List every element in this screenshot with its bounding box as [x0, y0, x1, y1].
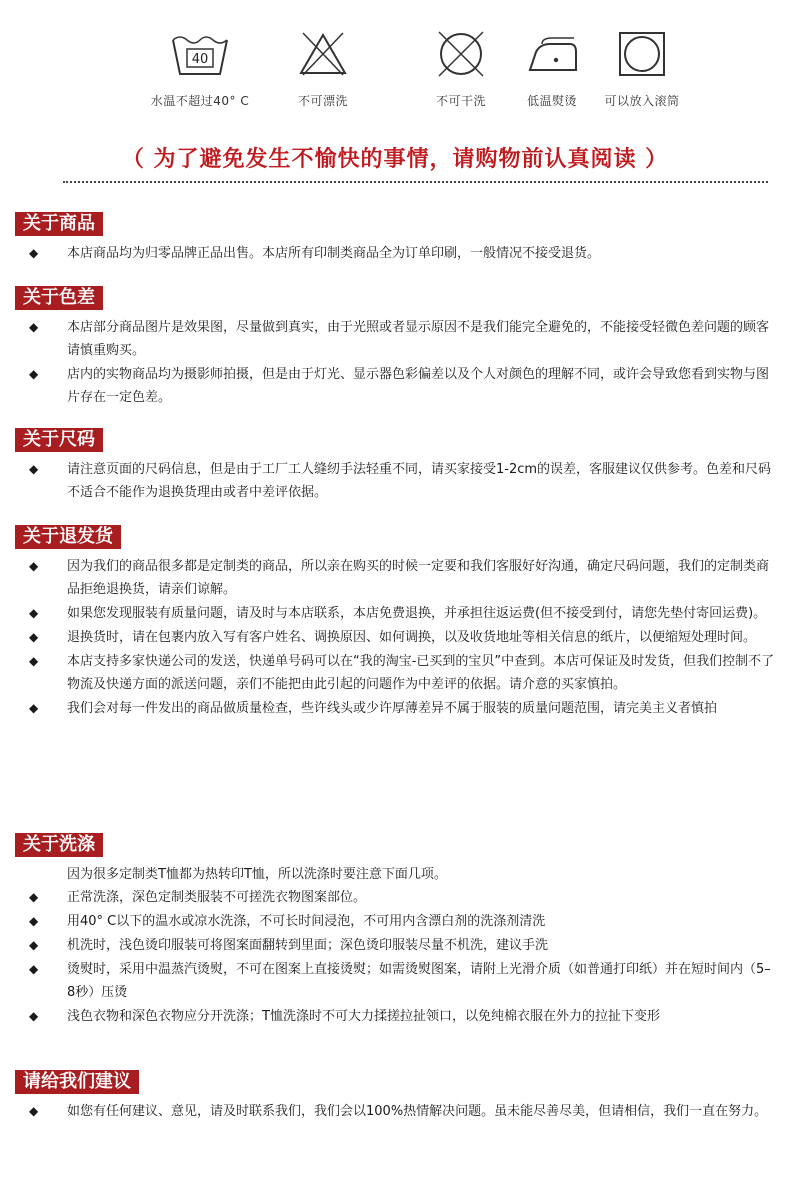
list-item: ◆ 烫熨时，采用中温蒸汽烫熨，不可在图案上直接烫熨；如需烫熨图案，请附上光滑介质（如普通打印纸）并在短时间内（5–8秒）压烫: [15, 958, 775, 1004]
bullet-diamond-icon: ◆: [29, 246, 39, 260]
list-item: ◆ 如果您发现服装有质量问题，请及时与本店联系，本店免费退换，并承担往返运费(但不接受到付，请您先垫付寄回运费)。: [15, 602, 775, 625]
care-no-bleach: [288, 30, 358, 109]
dotted-divider: [63, 181, 768, 183]
bullet-diamond-icon: ◆: [29, 630, 39, 644]
care-symbols-row: [0, 0, 790, 120]
list-item: ◆ 店内的实物商品均为摄影师拍摄，但是由于灯光、显示器色彩偏差以及个人对颜色的理解不同，或许会导致您看到实物与图片存在一定色差。: [15, 363, 775, 409]
wash-40-icon: [170, 30, 230, 78]
section-title-color: 关于色差: [15, 286, 103, 310]
section-product: [15, 212, 775, 266]
bullet-diamond-icon: ◆: [29, 606, 39, 620]
section-size: [15, 428, 775, 505]
bullet-diamond-icon: ◆: [29, 559, 39, 573]
care-label-dryclean: 不可干洗: [435, 94, 486, 108]
list-item: ◆ 本店商品均为归零品牌正品出售。本店所有印制类商品全为订单印刷，一般情况不接受退货。: [15, 242, 775, 265]
section-return: [15, 525, 775, 721]
section-title-product: 关于商品: [15, 212, 103, 236]
bullet-diamond-icon: ◆: [29, 320, 39, 334]
bullet-diamond-icon: ◆: [29, 914, 39, 928]
list-item: ◆ 请注意页面的尺码信息，但是由于工厂工人缝纫手法轻重不同，请买家接受1-2cm的误差，客服建议仅供参考。色差和尺码不适合不能作为退换货理由或者中差评依据。: [15, 458, 775, 504]
list-item: ◆ 退换货时，请在包裹内放入写有客户姓名、调换原因、如何调换，以及收货地址等相关信息的纸片，以便缩短处理时间。: [15, 626, 775, 649]
section-title-wash: 关于洗涤: [15, 833, 103, 857]
low-iron-icon: [522, 30, 582, 78]
section-title-size: 关于尺码: [15, 428, 103, 452]
care-low-iron: [512, 30, 592, 109]
bullet-diamond-icon: ◆: [29, 962, 39, 976]
no-dry-clean-icon: [433, 30, 489, 78]
list-item: ◆ 本店部分商品图片是效果图，尽量做到真实，由于光照或者显示原因不是我们能完全避免的，不能接受轻微色差问题的顾客请慎重购买。: [15, 316, 775, 362]
list-item: ◆ 浅色衣物和深色衣物应分开洗涤；T恤洗涤时不可大力揉搓拉扯领口，以免纯棉衣服在外力的拉扯下变形: [15, 1005, 775, 1028]
section-wash: [15, 833, 775, 1029]
care-wash-40: [140, 30, 260, 109]
care-label-bleach: 不可漂洗: [297, 94, 348, 108]
list-item: ◆ 因为我们的商品很多都是定制类的商品，所以亲在购买的时候一定要和我们客服好好沟通，确定尺码问题，我们的定制类商品拒绝退换货，请亲们谅解。: [15, 555, 775, 601]
list-item: ◆ 用40° C以下的温水或凉水洗涤，不可长时间浸泡，不可用内含漂白剂的洗涤剂清洗: [15, 910, 775, 933]
bullet-diamond-icon: ◆: [29, 1104, 39, 1118]
wash-temp-text: 40: [191, 52, 209, 67]
bullet-diamond-icon: ◆: [29, 367, 39, 381]
care-label-wash: 水温不超过40° C: [150, 94, 250, 108]
purchase-notice: （ 为了避免发生不愉快的事情，请购物前认真阅读 ）: [121, 147, 669, 172]
section-title-return: 关于退发货: [15, 525, 121, 549]
section-title-suggest: 请给我们建议: [15, 1070, 139, 1094]
bullet-diamond-icon: ◆: [29, 1009, 39, 1023]
section-suggest: [15, 1070, 775, 1124]
bullet-diamond-icon: ◆: [29, 938, 39, 952]
bullet-diamond-icon: ◆: [29, 462, 39, 476]
list-item: ◆ 机洗时，浅色烫印服装可将图案面翻转到里面；深色烫印服装尽量不机洗，建议手洗: [15, 934, 775, 957]
section-color: [15, 286, 775, 410]
list-item: ◆ 如您有任何建议、意见，请及时联系我们，我们会以100%热情解决问题。虽未能尽善尽美，但请相信，我们一直在努力。: [15, 1100, 775, 1123]
list-item: ◆ 我们会对每一件发出的商品做质量检查，些许线头或少许厚薄差异不属于服装的质量问题范围，请完美主义者慎拍: [15, 697, 775, 720]
wash-intro: 因为很多定制类T恤都为热转印T恤，所以洗涤时要注意下面几项。: [67, 867, 447, 882]
bullet-diamond-icon: ◆: [29, 701, 39, 715]
care-no-dry-clean: [426, 30, 496, 109]
bullet-diamond-icon: ◆: [29, 890, 39, 904]
bullet-diamond-icon: ◆: [29, 654, 39, 668]
care-tumble-dry: [592, 30, 692, 109]
no-bleach-icon: [295, 30, 351, 78]
care-label-tumble: 可以放入滚筒: [604, 94, 680, 108]
list-item: ◆ 正常洗涤，深色定制类服装不可搓洗衣物图案部位。: [15, 886, 775, 909]
tumble-dry-icon: [616, 30, 668, 78]
list-item: ◆ 本店支持多家快递公司的发送，快递单号码可以在“我的淘宝-已买到的宝贝”中查到。本店可保证及时发货，但我们控制不了物流及快递方面的派送问题，亲们不能把由此引起的问题作为中差评的依据。请介意的买家慎拍。: [15, 650, 775, 696]
care-label-iron: 低温熨烫: [526, 94, 577, 108]
